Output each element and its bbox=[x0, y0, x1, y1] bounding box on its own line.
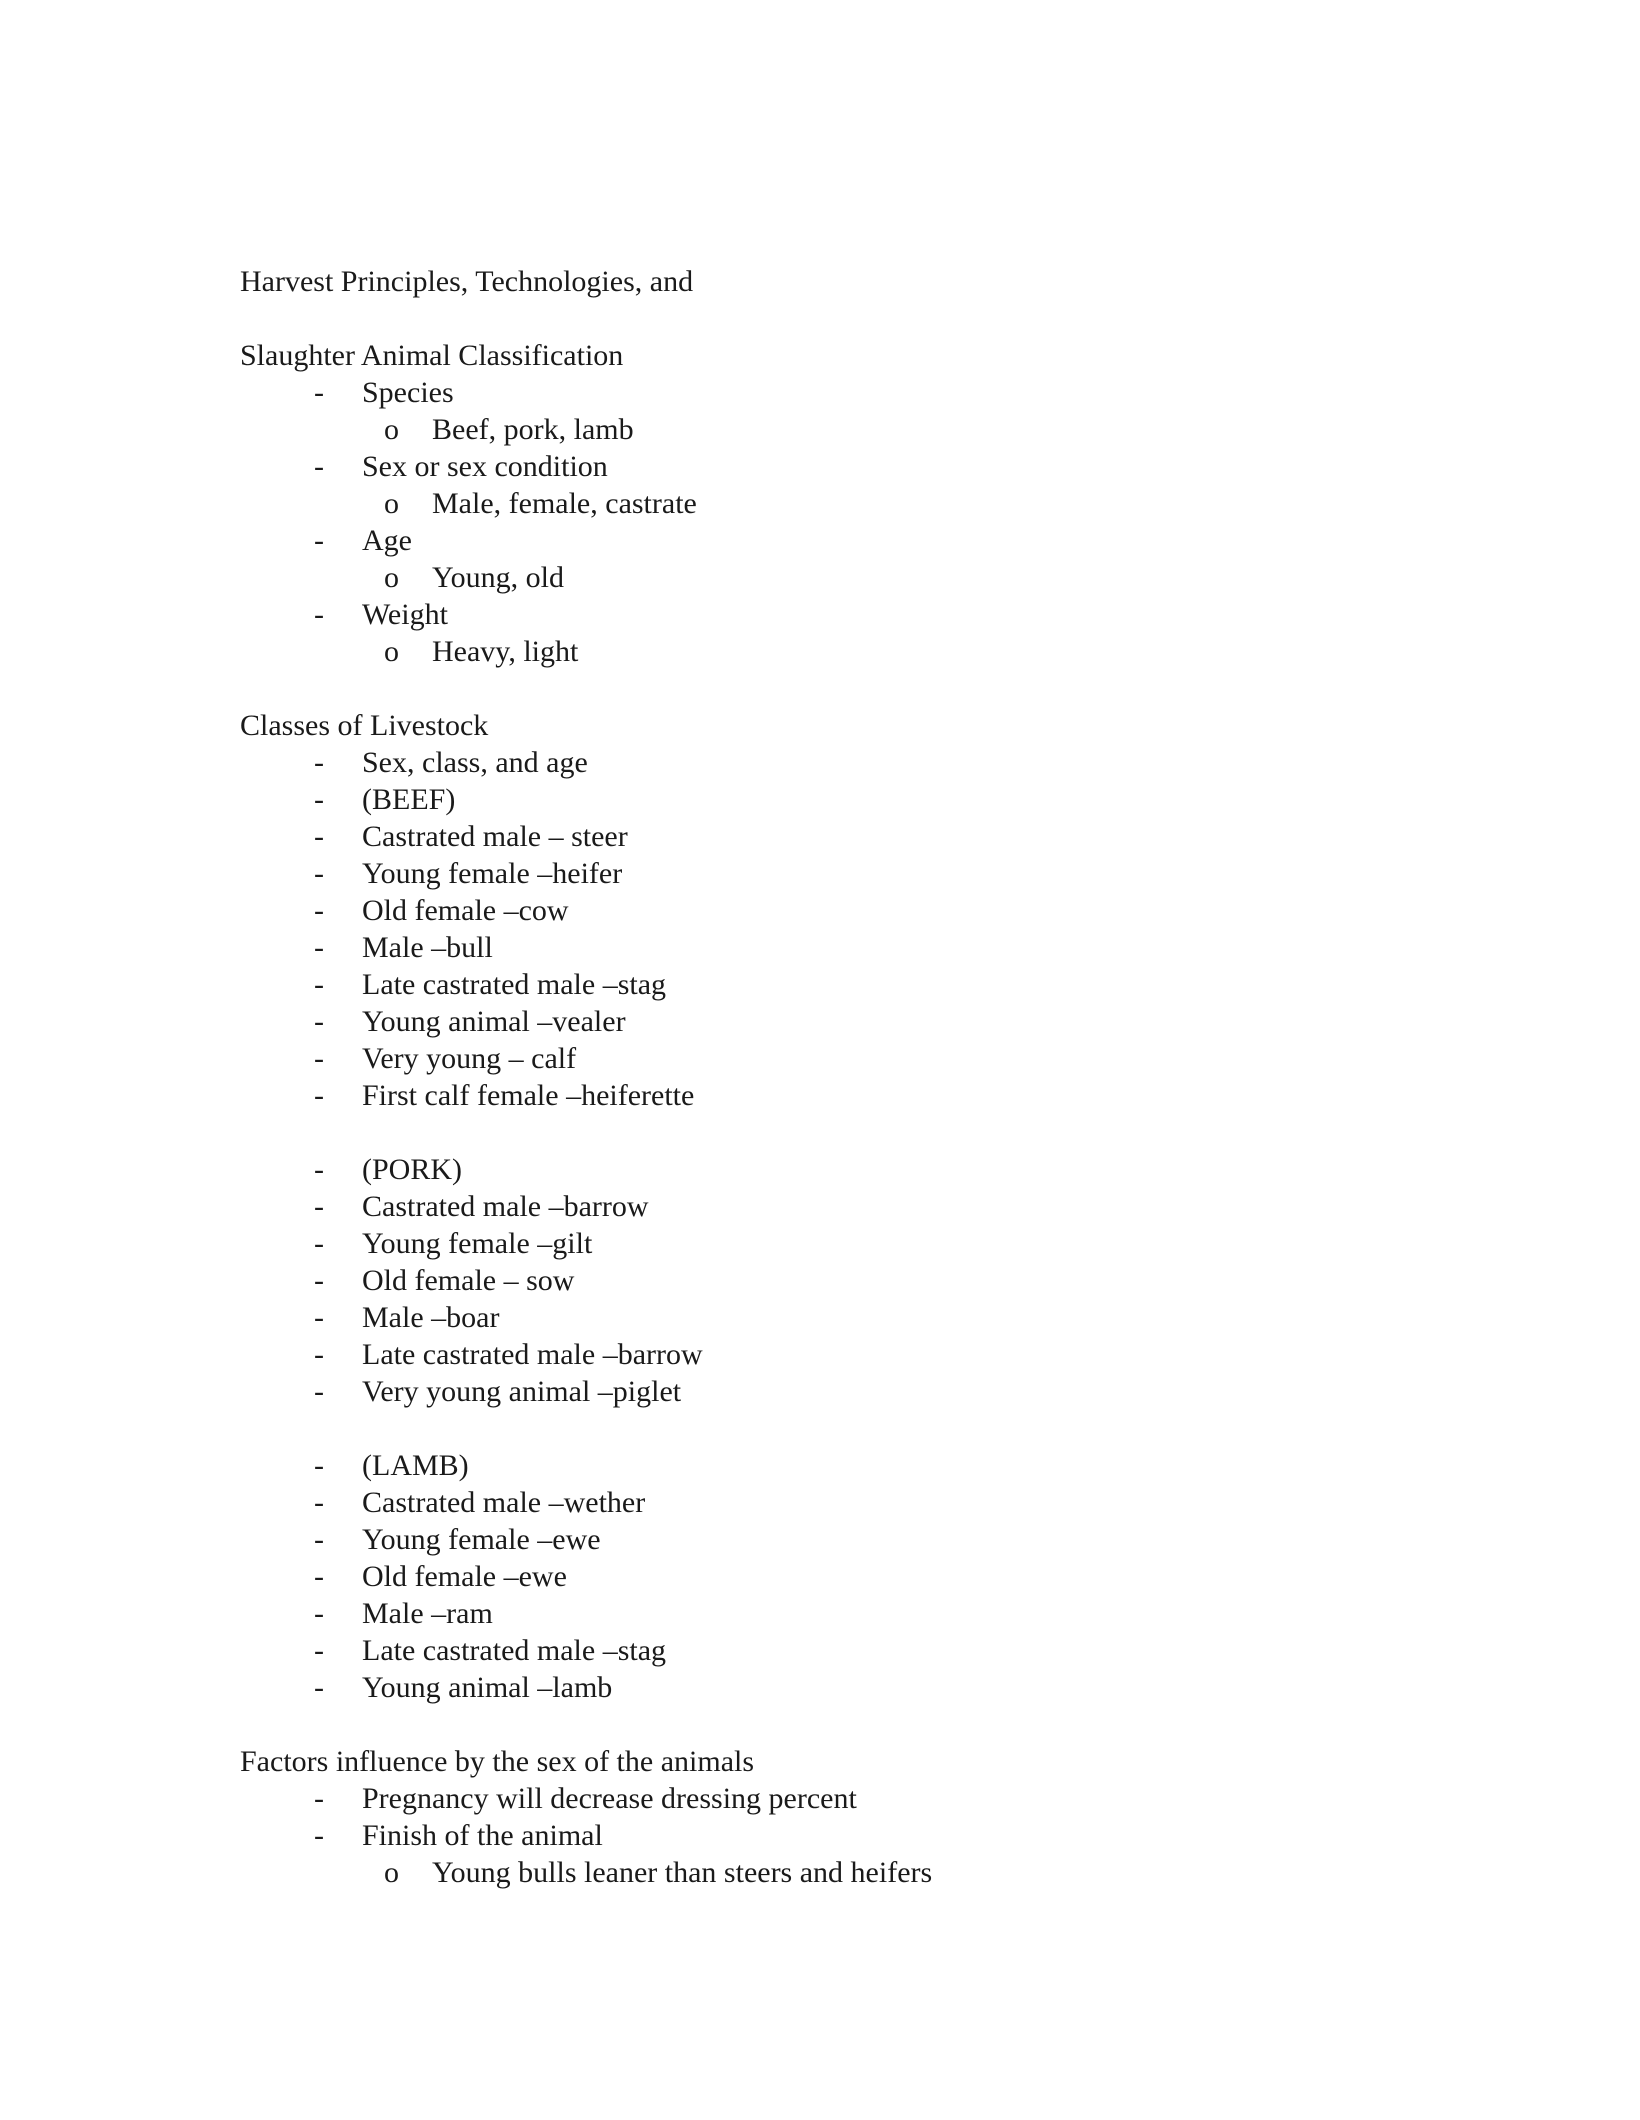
dash-bullet: - bbox=[314, 746, 324, 779]
list-item-text: Very young – calf bbox=[362, 1042, 577, 1075]
list-item-text: Weight bbox=[362, 598, 448, 631]
dash-bullet: - bbox=[314, 1375, 324, 1408]
list-item-text: First calf female –heiferette bbox=[362, 1079, 695, 1112]
list-item-text: Male –bull bbox=[362, 931, 493, 964]
sub-list-item-text: Male, female, castrate bbox=[432, 487, 697, 520]
dash-bullet: - bbox=[314, 450, 324, 483]
livestock-group-pork bbox=[240, 1151, 1440, 1410]
blank-line bbox=[240, 670, 1440, 707]
dash-bullet: - bbox=[314, 1338, 324, 1371]
circle-bullet: o bbox=[384, 487, 399, 520]
list-item-text: Young animal –lamb bbox=[362, 1671, 613, 1704]
list-item bbox=[240, 1077, 1440, 1114]
blank-line bbox=[240, 1706, 1440, 1743]
dash-bullet: - bbox=[314, 820, 324, 853]
list-item bbox=[240, 1299, 1440, 1336]
list-item bbox=[240, 966, 1440, 1003]
circle-bullet: o bbox=[384, 561, 399, 594]
list-item bbox=[240, 1336, 1440, 1373]
dash-bullet: - bbox=[314, 1153, 324, 1186]
sub-list-item bbox=[240, 411, 1440, 448]
list-item bbox=[240, 1558, 1440, 1595]
list-item bbox=[240, 522, 1440, 559]
sub-list-item-text: Heavy, light bbox=[432, 635, 579, 668]
dash-bullet: - bbox=[314, 1819, 324, 1852]
section-heading: Slaughter Animal Classification bbox=[240, 339, 624, 372]
dash-bullet: - bbox=[314, 968, 324, 1001]
blank-line bbox=[240, 1410, 1440, 1447]
list-item bbox=[240, 781, 1440, 818]
sub-list-item-text: Young, old bbox=[432, 561, 564, 594]
sub-list-item-text: Young bulls leaner than steers and heifers bbox=[432, 1856, 933, 1889]
list-item-text: Old female –cow bbox=[362, 894, 569, 927]
list-item bbox=[240, 448, 1440, 485]
dash-bullet: - bbox=[314, 1264, 324, 1297]
list-item bbox=[240, 1595, 1440, 1632]
dash-bullet: - bbox=[314, 1079, 324, 1112]
sub-list-item bbox=[240, 1854, 1440, 1891]
list-item bbox=[240, 1669, 1440, 1706]
circle-bullet: o bbox=[384, 413, 399, 446]
dash-bullet: - bbox=[314, 1782, 324, 1815]
dash-bullet: - bbox=[314, 931, 324, 964]
list-item-text: Species bbox=[362, 376, 454, 409]
circle-bullet: o bbox=[384, 635, 399, 668]
section-heading: Classes of Livestock bbox=[240, 709, 489, 742]
list-item-text: Pregnancy will decrease dressing percent bbox=[362, 1782, 857, 1815]
list-item-text: Young animal –vealer bbox=[362, 1005, 626, 1038]
list-item bbox=[240, 1484, 1440, 1521]
list-item-text: Late castrated male –stag bbox=[362, 1634, 667, 1667]
list-item-text: Sex or sex condition bbox=[362, 450, 608, 483]
dash-bullet: - bbox=[314, 1560, 324, 1593]
sub-list-item bbox=[240, 633, 1440, 670]
list-item-text: Late castrated male –barrow bbox=[362, 1338, 703, 1371]
blank-line bbox=[240, 300, 1440, 337]
list-item-text: (BEEF) bbox=[362, 783, 456, 816]
list-item-text: Sex, class, and age bbox=[362, 746, 588, 779]
dash-bullet: - bbox=[314, 524, 324, 557]
list-item bbox=[240, 1262, 1440, 1299]
list-item bbox=[240, 1003, 1440, 1040]
dash-bullet: - bbox=[314, 783, 324, 816]
list-item-text: (LAMB) bbox=[362, 1449, 469, 1482]
list-item-text: Late castrated male –stag bbox=[362, 968, 667, 1001]
list-item-text: Finish of the animal bbox=[362, 1819, 603, 1852]
list-item bbox=[240, 374, 1440, 411]
list-item bbox=[240, 596, 1440, 633]
list-item-text: Old female –ewe bbox=[362, 1560, 567, 1593]
dash-bullet: - bbox=[314, 857, 324, 890]
dash-bullet: - bbox=[314, 1301, 324, 1334]
document-body bbox=[240, 263, 1440, 1891]
dash-bullet: - bbox=[314, 1449, 324, 1482]
list-item-text: Young female –ewe bbox=[362, 1523, 601, 1556]
list-item-text: Male –boar bbox=[362, 1301, 500, 1334]
list-item bbox=[240, 1040, 1440, 1077]
list-item-text: Castrated male – steer bbox=[362, 820, 628, 853]
list-item-text: Age bbox=[362, 524, 412, 557]
list-item-text: Castrated male –wether bbox=[362, 1486, 646, 1519]
sub-list-item bbox=[240, 559, 1440, 596]
list-item-text: Old female – sow bbox=[362, 1264, 575, 1297]
list-item bbox=[240, 1632, 1440, 1669]
list-item bbox=[240, 1225, 1440, 1262]
list-item-text: (PORK) bbox=[362, 1153, 463, 1186]
circle-bullet: o bbox=[384, 1856, 399, 1889]
list-item-text: Castrated male –barrow bbox=[362, 1190, 649, 1223]
dash-bullet: - bbox=[314, 1227, 324, 1260]
dash-bullet: - bbox=[314, 1486, 324, 1519]
dash-bullet: - bbox=[314, 894, 324, 927]
dash-bullet: - bbox=[314, 376, 324, 409]
list-item bbox=[240, 1373, 1440, 1410]
list-item-text: Young female –heifer bbox=[362, 857, 623, 890]
list-item bbox=[240, 1780, 1440, 1817]
list-item-text: Very young animal –piglet bbox=[362, 1375, 682, 1408]
dash-bullet: - bbox=[314, 598, 324, 631]
sub-list-item-text: Beef, pork, lamb bbox=[432, 413, 634, 446]
dash-bullet: - bbox=[314, 1634, 324, 1667]
dash-bullet: - bbox=[314, 1190, 324, 1223]
blank-line bbox=[240, 1114, 1440, 1151]
list-item bbox=[240, 929, 1440, 966]
list-item bbox=[240, 1817, 1440, 1854]
livestock-group-beef bbox=[240, 744, 1440, 1114]
list-item bbox=[240, 1151, 1440, 1188]
list-item bbox=[240, 1447, 1440, 1484]
dash-bullet: - bbox=[314, 1597, 324, 1630]
section-heading: Factors influence by the sex of the animals bbox=[240, 1745, 755, 1778]
list-item-text: Male –ram bbox=[362, 1597, 493, 1630]
list-item bbox=[240, 892, 1440, 929]
dash-bullet: - bbox=[314, 1005, 324, 1038]
list-item bbox=[240, 1188, 1440, 1225]
list-item bbox=[240, 818, 1440, 855]
dash-bullet: - bbox=[314, 1042, 324, 1075]
dash-bullet: - bbox=[314, 1523, 324, 1556]
sub-list-item bbox=[240, 485, 1440, 522]
dash-bullet: - bbox=[314, 1671, 324, 1704]
list-item bbox=[240, 1521, 1440, 1558]
list-item bbox=[240, 855, 1440, 892]
document-title: Harvest Principles, Technologies, and bbox=[240, 265, 694, 298]
list-item-text: Young female –gilt bbox=[362, 1227, 593, 1260]
livestock-group-lamb bbox=[240, 1447, 1440, 1706]
list-item bbox=[240, 744, 1440, 781]
